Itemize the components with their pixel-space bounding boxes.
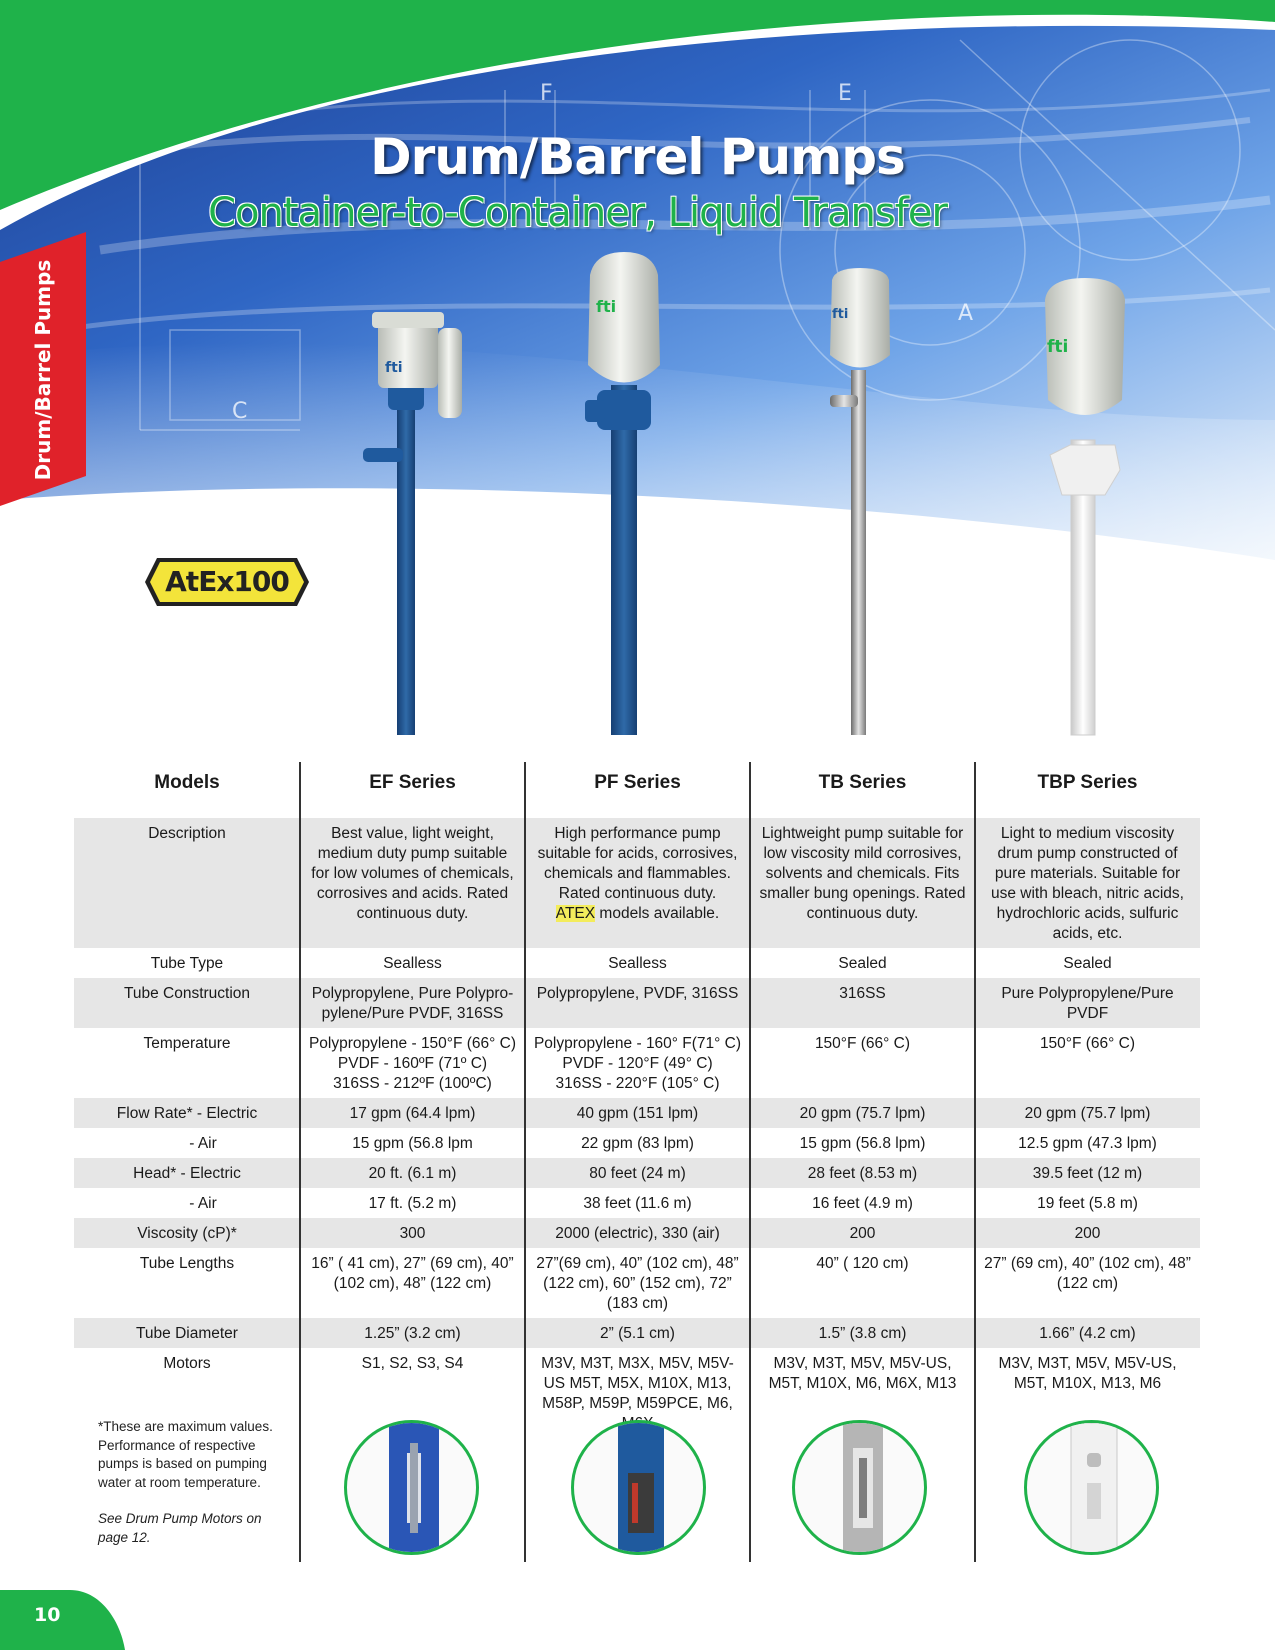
table-row-head-electric: [74, 1158, 1200, 1188]
column-divider: [749, 762, 751, 1562]
table-cell: Sealless: [608, 955, 667, 972]
row-label: - Air: [189, 1195, 217, 1212]
table-cell: M3V, M3T, M5V, M5V-US, M5T, M10X, M6, M6X, M13: [768, 1355, 957, 1392]
page-number: 10: [34, 1604, 61, 1626]
ef-tube-detail-image: [344, 1420, 479, 1555]
temp-line: Polypropylene - 160° F(71° C): [533, 1035, 742, 1052]
atex-badge-label: AtEx100: [165, 565, 289, 598]
spec-table: [74, 755, 1200, 1438]
table-row-tube-lengths: [74, 1248, 1200, 1318]
table-cell: 20 gpm (75.7 lpm): [975, 1098, 1200, 1128]
table-row-tube-diameter: [74, 1318, 1200, 1348]
table-cell: [525, 818, 750, 948]
table-cell: 15 gpm (56.8 lpm): [799, 1135, 926, 1152]
table-cell: 20 gpm (75.7 lpm): [750, 1098, 975, 1128]
temp-line: 316SS - 220°F (105° C): [555, 1075, 720, 1092]
dimension-label-c: C: [232, 399, 248, 424]
table-cell: 1.25” (3.2 cm): [300, 1318, 525, 1348]
column-divider: [299, 762, 301, 1562]
dimension-label-e: E: [838, 81, 852, 106]
tbp-logo: fti: [1047, 337, 1069, 357]
table-cell: M3V, M3T, M5V, M5V-US, M5T, M10X, M13, M6: [998, 1355, 1177, 1392]
page-subtitle: Container-to-Container, Liquid Transfer: [208, 190, 947, 236]
table-cell: Best value, light weight, medium duty pump suitable for low volumes of chemicals, corrosives and acids. Rated continuous duty.: [300, 818, 525, 948]
dimension-label-a: A: [958, 301, 974, 326]
row-label: Tube Diameter: [74, 1318, 300, 1348]
table-cell: 22 gpm (83 lpm): [581, 1135, 694, 1152]
table-cell: 200: [975, 1218, 1200, 1248]
row-label: Motors: [163, 1355, 211, 1372]
table-cell: 17 gpm (64.4 lpm): [300, 1098, 525, 1128]
header-tbp-series: TBP Series: [1037, 771, 1138, 793]
table-cell: 19 feet (5.8 m): [1037, 1195, 1138, 1212]
table-cell: 2” (5.1 cm): [525, 1318, 750, 1348]
table-cell: 2000 (electric), 330 (air): [525, 1218, 750, 1248]
table-cell: Sealless: [383, 955, 442, 972]
table-row-head-air: [74, 1188, 1200, 1218]
table-cell: 38 feet (11.6 m): [583, 1195, 692, 1212]
temp-line: 316SS - 212ºF (100ºC): [333, 1075, 492, 1092]
temp-line: PVDF - 120°F (49° C): [562, 1055, 713, 1072]
table-row-tube-type: [74, 948, 1200, 978]
table-cell: 150°F (66° C): [1039, 1035, 1136, 1052]
table-cell: Polypropylene, PVDF, 316SS: [525, 978, 750, 1028]
table-cell: 40” ( 120 cm): [816, 1255, 909, 1272]
ef-logo: fti: [385, 360, 403, 376]
header-models: Models: [154, 771, 220, 793]
table-row-viscosity: [74, 1218, 1200, 1248]
tbp-tube-detail-image: [1024, 1420, 1159, 1555]
table-cell: 27”(69 cm), 40” (102 cm), 48” (122 cm), 60” (152 cm), 72” (183 cm): [536, 1255, 739, 1312]
pf-description-text: High performance pump suitable for acids, corrosives, chemicals and flammables. Rated continuous duty.: [537, 825, 738, 902]
pf-description-tail: models available.: [595, 905, 720, 922]
table-cell: 316SS: [750, 978, 975, 1028]
tb-tube-detail-image: [792, 1420, 927, 1555]
table-cell: 200: [750, 1218, 975, 1248]
table-cell: 150°F (66° C): [814, 1035, 911, 1052]
table-cell: 39.5 feet (12 m): [975, 1158, 1200, 1188]
row-label: Tube Construction: [74, 978, 300, 1028]
table-cell: 27” (69 cm), 40” (102 cm), 48” (122 cm): [984, 1255, 1191, 1292]
table-cell: 17 ft. (5.2 m): [368, 1195, 457, 1212]
table-cell: 16” ( 41 cm), 27” (69 cm), 40” (102 cm), 48” (122 cm): [311, 1255, 514, 1292]
page-title: Drum/Barrel Pumps: [370, 128, 905, 186]
table-cell: 28 feet (8.53 m): [750, 1158, 975, 1188]
table-cell: Sealed: [838, 955, 887, 972]
row-label: Flow Rate* - Electric: [74, 1098, 300, 1128]
table-cell: [525, 1028, 750, 1098]
table-cell: Sealed: [1063, 955, 1112, 972]
header-ef-series: EF Series: [369, 771, 456, 793]
pf-tube-detail-image: [571, 1420, 706, 1555]
row-label: Temperature: [143, 1035, 231, 1052]
header-pf-series: PF Series: [594, 771, 681, 793]
table-cell: Lightweight pump suitable for low viscosity mild corrosives, solvents and chemicals. Fits smaller bung openings. Rated continuous duty.: [750, 818, 975, 948]
table-cell: 20 ft. (6.1 m): [300, 1158, 525, 1188]
table-row-description: [74, 818, 1200, 948]
table-cell: S1, S2, S3, S4: [361, 1355, 464, 1372]
row-label: - Air: [189, 1135, 217, 1152]
table-row-flow-electric: [74, 1098, 1200, 1128]
row-label: Tube Type: [150, 955, 224, 972]
pf-logo: fti: [596, 297, 617, 316]
footnote-see-motors: See Drum Pump Motors on page 12.: [98, 1511, 262, 1545]
footnote: [98, 1418, 288, 1565]
table-cell: 16 feet (4.9 m): [812, 1195, 913, 1212]
table-cell: 1.5” (3.8 cm): [750, 1318, 975, 1348]
hero-graphic: [0, 0, 1275, 740]
table-cell: M3V, M3T, M3X, M5V, M5V-US M5T, M5X, M10X, M13, M58P, M59P, M59PCE, M6,: [541, 1355, 734, 1412]
table-cell: [300, 1028, 525, 1098]
column-divider: [974, 762, 976, 1562]
atex-highlight: ATEX: [555, 905, 596, 922]
table-cell: Light to medium viscosity drum pump constructed of pure materials. Suitable for use with bleach, nitric acids, hydrochloric acids, sulfuric acids, etc.: [975, 818, 1200, 948]
table-cell: 1.66” (4.2 cm): [975, 1318, 1200, 1348]
header-tb-series: TB Series: [818, 771, 907, 793]
dimension-label-f: F: [540, 81, 553, 106]
table-header-row: [74, 755, 1200, 818]
row-label: Tube Lengths: [139, 1255, 235, 1272]
table-row-temperature: [74, 1028, 1200, 1098]
row-label: Head* - Electric: [74, 1158, 300, 1188]
footnote-note: *These are maximum values. Performance of respective pumps is based on pumping water at room temperature.: [98, 1419, 273, 1490]
table-row-tube-construction: [74, 978, 1200, 1028]
temp-line: PVDF - 160ºF (71º C): [337, 1055, 488, 1072]
column-divider: [524, 762, 526, 1562]
table-cell: Pure Polypropylene/Pure PVDF: [975, 978, 1200, 1028]
temp-line: Polypropylene - 150°F (66° C): [308, 1035, 517, 1052]
table-cell: 300: [300, 1218, 525, 1248]
row-label: Description: [74, 818, 300, 948]
tb-logo: fti: [832, 307, 849, 322]
row-label: Viscosity (cP)*: [74, 1218, 300, 1248]
table-cell: 15 gpm (56.8 lpm: [352, 1135, 473, 1152]
table-cell: 80 feet (24 m): [525, 1158, 750, 1188]
table-cell: 40 gpm (151 lpm): [525, 1098, 750, 1128]
table-row-flow-air: [74, 1128, 1200, 1158]
table-cell: 12.5 gpm (47.3 lpm): [1018, 1135, 1157, 1152]
hero-banner: [0, 0, 1275, 740]
table-cell: Polypropylene, Pure Polypro-pylene/Pure PVDF, 316SS: [300, 978, 525, 1028]
side-tab-label: Drum/Barrel Pumps: [31, 259, 55, 481]
page-number-badge: [0, 1590, 130, 1650]
